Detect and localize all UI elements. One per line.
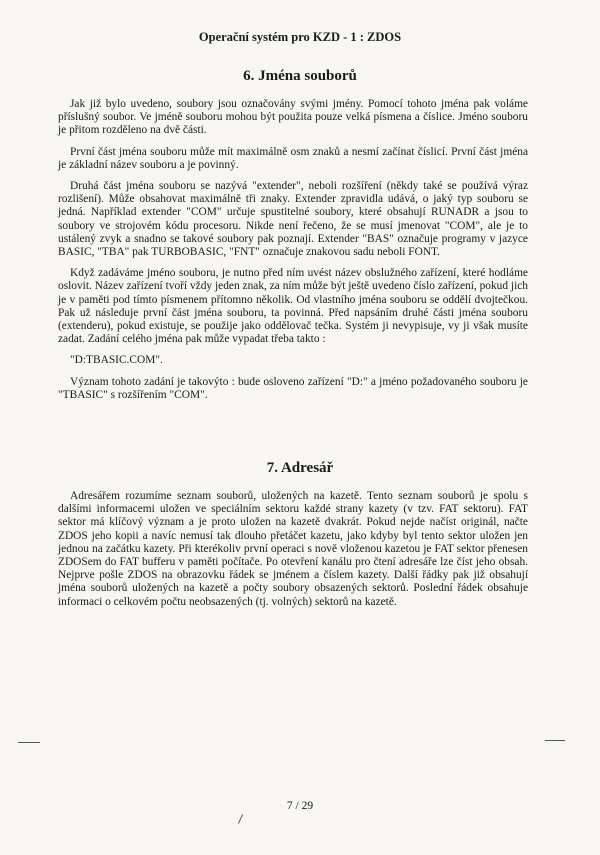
paragraph: Když zadáváme jméno souboru, je nutno před ním uvést název obslužného zařízení, které hodláme oslovit. Název zařízení tvoří vždy jeden znak, za ním může být ještě uvedeno číslo zařízení, pokud jich je v paměti pod tímto písmenem přítomno několik. Od vlastního jména souboru se oddělí dvojtečkou. Pak už následuje první část jména souboru, ta povinná. Před napsáním druhé části jména souboru (extenderu), pokud existuje, se použije jako oddělovač tečka. Systém ji nevypisuje, vy ji však musíte zadat. Zadání celého jména pak může vypadat třeba takto : (58, 267, 528, 346)
scan-mark (238, 814, 243, 823)
paragraph: Druhá část jména souboru se nazývá "extender", neboli rozšíření (někdy také se používá výraz rozlišení). Může obsahovat maximálně tři znaky. Extender zpravidla udává, o jaký typ souboru se jedná. Například extender "COM" určuje spustitelné soubory, které obsahují RUNADR a jsou to soubory ve strojovém kódu procesoru. Nikde není řečeno, že se musí jmenovat "COM", ale je to ustálený zvyk a snadno se takové soubory pak poznají. Extender "BAS" označuje programy v jazyce BASIC, "TBA" pak TURBOBASIC, "FNT" označuje znakovou sadu neboli FONT. (58, 180, 528, 259)
paragraph: Význam tohoto zadání je takovýto : bude osloveno zařízení "D:" a jméno požadovaného souboru je "TBASIC" s rozšířením "COM". (58, 375, 528, 401)
scan-mark (18, 742, 40, 743)
section-7-body (58, 490, 528, 617)
scan-mark (545, 740, 565, 741)
page-header: Operační systém pro KZD - 1 : ZDOS (198, 30, 402, 44)
page-number: 7 / 29 (286, 800, 314, 812)
section-7-title: 7. Adresář (266, 460, 334, 476)
paragraph: Jak již bylo uvedeno, soubory jsou označovány svými jmény. Pomocí tohoto jména pak voláme příslušný soubor. Ve jméně souboru mohou být použita pouze velká písmena a číslice. Jméno souboru je přitom rozděleno na dvě části. (58, 98, 528, 137)
section-6-body (58, 98, 528, 410)
paragraph: Adresářem rozumíme seznam souborů, uložených na kazetě. Tento seznam souborů je spolu s dalšími informacemi uložen ve speciálním sektoru každé strany kazety (v tzv. FAT sektoru). FAT sektor má klíčový význam a je proto uložen na kazetě dvakrát. Pokud nejde načíst originál, načte ZDOS jeho kopii a navíc nemusí tak dlouho přetáčet kazetu, jako kdyby byl tento sektor uložen jen jednou na začátku kazety. Při kterékoliv první operaci s nově vloženou kazetou je FAT sektor přenesen ZDOSem do FAT bufferu v paměti počítače. Po otevření kanálu pro čtení adresáře lze číst jeho obsah. Nejprve pošle ZDOS na obrazovku řádek se jménem a číslem kazety. Další řádky pak již obsahují jména souborů uložených na kazetě a počty soubory obsazených sektorů. Poslední řádek obsahuje informaci o celkovém počtu neobsazených (tj. volných) sektorů na kazetě. (58, 490, 528, 608)
filename-example: "D:TBASIC.COM". (70, 354, 163, 367)
section-6-title: 6. Jména souborů (243, 68, 357, 84)
paragraph: První část jména souboru může mít maximálně osm znaků a nesmí začínat číslicí. První část jména je základní název souboru a je povinný. (58, 145, 528, 171)
